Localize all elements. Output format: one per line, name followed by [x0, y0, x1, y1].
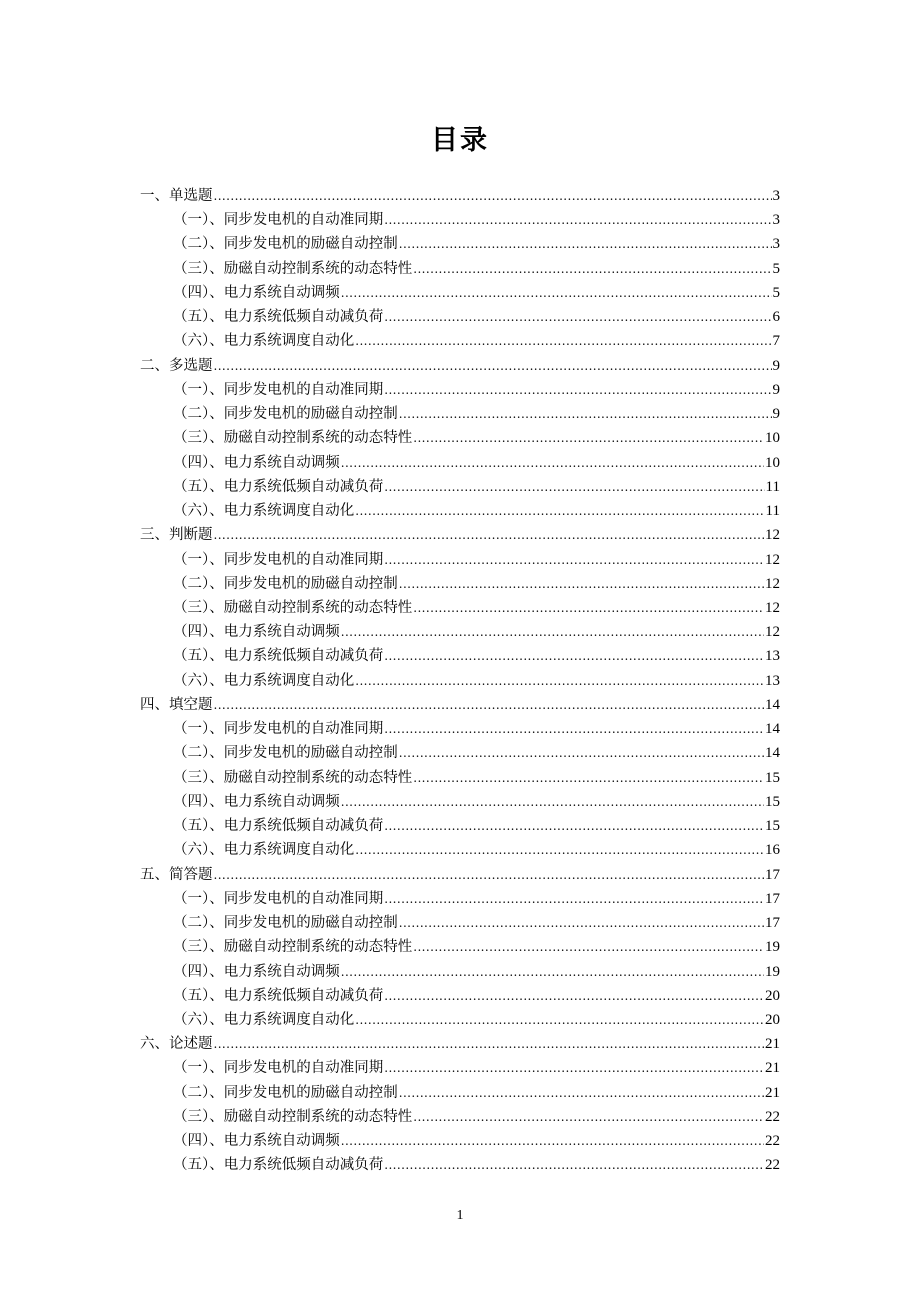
toc-leader-dots	[384, 887, 764, 911]
toc-leader-dots	[384, 1153, 764, 1177]
toc-entry-page: 12	[765, 575, 780, 592]
toc-leader-dots	[355, 499, 764, 523]
toc-leader-dots	[341, 620, 764, 644]
toc-entry-page: 20	[765, 1011, 780, 1028]
toc-entry-page: 15	[765, 818, 780, 835]
toc-entry-page: 14	[765, 696, 780, 713]
toc-leader-dots	[384, 1056, 764, 1080]
toc-entry-label: （四）、电力系统自动调频	[173, 963, 340, 980]
toc-subsection-entry[interactable]	[140, 548, 780, 572]
toc-entry-label: （六）、电力系统调度自动化	[173, 503, 355, 520]
toc-leader-dots	[413, 257, 771, 281]
toc-entry-label: （三）、励磁自动控制系统的动态特性	[173, 769, 413, 786]
toc-leader-dots	[341, 790, 764, 814]
toc-leader-dots	[384, 378, 771, 402]
toc-entry-label: （一）、同步发电机的自动准同期	[173, 1060, 384, 1077]
toc-leader-dots	[413, 426, 764, 450]
toc-leader-dots	[399, 572, 764, 596]
toc-leader-dots	[413, 766, 764, 790]
toc-leader-dots	[355, 669, 764, 693]
toc-entry-label: （四）、电力系统自动调频	[173, 624, 340, 641]
toc-leader-dots	[355, 1008, 764, 1032]
toc-leader-dots	[341, 1129, 764, 1153]
toc-subsection-entry[interactable]	[140, 960, 780, 984]
toc-entry-page: 11	[765, 503, 780, 520]
toc-entry-label: （五）、电力系统低频自动减负荷	[173, 648, 384, 665]
toc-leader-dots	[399, 232, 772, 256]
toc-entry-label: 三、判断题	[140, 527, 213, 544]
toc-entry-label: （一）、同步发电机的自动准同期	[173, 721, 384, 738]
toc-entry-page: 20	[765, 987, 780, 1004]
toc-section-entry[interactable]	[140, 354, 780, 378]
toc-entry-page: 22	[765, 1133, 780, 1150]
toc-entry-label: 四、填空题	[140, 696, 213, 713]
toc-subsection-entry[interactable]	[140, 426, 780, 450]
toc-subsection-entry[interactable]	[140, 402, 780, 426]
toc-entry-label: 一、单选题	[140, 188, 213, 204]
toc-entry-page: 19	[765, 963, 780, 980]
toc-entry-label: （五）、电力系统低频自动减负荷	[173, 478, 384, 495]
toc-leader-dots	[214, 523, 765, 547]
toc-entry-page: 10	[765, 430, 780, 447]
toc-leader-dots	[384, 208, 771, 232]
toc-subsection-entry[interactable]	[140, 741, 780, 765]
toc-subsection-entry[interactable]	[140, 620, 780, 644]
toc-entry-label: （二）、同步发电机的励磁自动控制	[173, 1084, 398, 1101]
toc-entry-page: 22	[765, 1108, 780, 1125]
toc-subsection-entry[interactable]	[140, 984, 780, 1008]
toc-entry-page: 16	[765, 842, 780, 859]
toc-entry-page: 6	[772, 309, 780, 326]
toc-entry-page: 17	[765, 890, 780, 907]
toc-entry-label: （六）、电力系统调度自动化	[173, 672, 355, 689]
toc-entry-label: （五）、电力系统低频自动减负荷	[173, 1157, 384, 1174]
toc-entry-label: 六、论述题	[140, 1036, 213, 1053]
toc-entry-label: 五、简答题	[140, 866, 213, 883]
toc-subsection-entry[interactable]	[140, 790, 780, 814]
toc-entry-label: （三）、励磁自动控制系统的动态特性	[173, 430, 413, 447]
toc-entry-label: （四）、电力系统自动调频	[173, 1133, 340, 1150]
toc-entry-page: 13	[765, 648, 780, 665]
toc-subsection-entry[interactable]	[140, 1056, 780, 1080]
toc-entry-page: 10	[765, 454, 780, 471]
toc-entry-page: 15	[765, 769, 780, 786]
toc-subsection-entry[interactable]	[140, 717, 780, 741]
toc-entry-label: （三）、励磁自动控制系统的动态特性	[173, 260, 413, 277]
toc-leader-dots	[355, 838, 764, 862]
toc-subsection-entry[interactable]	[140, 887, 780, 911]
toc-entry-page: 17	[765, 866, 780, 883]
toc-entry-page: 3	[772, 212, 780, 229]
toc-entry-page: 12	[765, 599, 780, 616]
toc-subsection-entry[interactable]	[140, 475, 780, 499]
toc-subsection-entry[interactable]	[140, 572, 780, 596]
toc-subsection-entry[interactable]	[140, 1153, 780, 1177]
toc-leader-dots	[384, 717, 764, 741]
toc-subsection-entry[interactable]	[140, 1129, 780, 1153]
toc-section-entry[interactable]	[140, 1032, 780, 1056]
toc-entry-page: 15	[765, 793, 780, 810]
toc-subsection-entry[interactable]	[140, 451, 780, 475]
toc-section-entry[interactable]	[140, 693, 780, 717]
toc-section-entry[interactable]	[140, 184, 780, 208]
toc-leader-dots	[413, 596, 764, 620]
toc-leader-dots	[214, 184, 772, 208]
toc-entry-label: （二）、同步发电机的励磁自动控制	[173, 915, 398, 932]
toc-leader-dots	[341, 960, 764, 984]
toc-entry-label: （四）、电力系统自动调频	[173, 284, 340, 301]
toc-leader-dots	[341, 451, 764, 475]
toc-subsection-entry[interactable]	[140, 669, 780, 693]
toc-subsection-entry[interactable]	[140, 257, 780, 281]
toc-entry-page: 3	[772, 236, 780, 253]
toc-leader-dots	[413, 1105, 764, 1129]
toc-entry-label: （二）、同步发电机的励磁自动控制	[173, 745, 398, 762]
toc-subsection-entry[interactable]	[140, 1081, 780, 1105]
toc-leader-dots	[384, 548, 764, 572]
toc-entry-page: 17	[765, 915, 780, 932]
toc-entry-page: 9	[772, 381, 780, 398]
toc-entry-label: （五）、电力系统低频自动减负荷	[173, 818, 384, 835]
toc-entry-label: （一）、同步发电机的自动准同期	[173, 890, 384, 907]
toc-leader-dots	[214, 863, 765, 887]
toc-leader-dots	[384, 984, 764, 1008]
toc-entry-page: 13	[765, 672, 780, 689]
toc-subsection-entry[interactable]	[140, 596, 780, 620]
toc-entry-page: 14	[765, 721, 780, 738]
toc-subsection-entry[interactable]	[140, 378, 780, 402]
toc-subsection-entry[interactable]	[140, 766, 780, 790]
toc-entry-page: 5	[772, 284, 780, 301]
toc-subsection-entry[interactable]	[140, 935, 780, 959]
toc-subsection-entry[interactable]	[140, 208, 780, 232]
toc-entry-label: （一）、同步发电机的自动准同期	[173, 551, 384, 568]
toc-entry-label: （二）、同步发电机的励磁自动控制	[173, 406, 398, 423]
toc-leader-dots	[355, 329, 771, 353]
toc-subsection-entry[interactable]	[140, 305, 780, 329]
toc-entry-page: 14	[765, 745, 780, 762]
toc-entry-label: （四）、电力系统自动调频	[173, 793, 340, 810]
toc-entry-page: 5	[772, 260, 780, 277]
toc-subsection-entry[interactable]	[140, 499, 780, 523]
toc-entry-label: （六）、电力系统调度自动化	[173, 1011, 355, 1028]
toc-entry-page: 12	[765, 551, 780, 568]
page-title: 目录	[431, 125, 489, 156]
toc-subsection-entry[interactable]	[140, 911, 780, 935]
table-of-contents	[140, 184, 780, 1178]
toc-subsection-entry[interactable]	[140, 1105, 780, 1129]
toc-subsection-entry[interactable]	[140, 329, 780, 353]
page-number: 1	[456, 1208, 464, 1223]
toc-subsection-entry[interactable]	[140, 644, 780, 668]
toc-entry-label: （三）、励磁自动控制系统的动态特性	[173, 599, 413, 616]
toc-subsection-entry[interactable]	[140, 232, 780, 256]
toc-leader-dots	[399, 911, 764, 935]
toc-leader-dots	[399, 1081, 764, 1105]
toc-leader-dots	[214, 693, 765, 717]
toc-leader-dots	[399, 741, 764, 765]
toc-leader-dots	[384, 644, 764, 668]
toc-entry-label: （一）、同步发电机的自动准同期	[173, 212, 384, 229]
toc-subsection-entry[interactable]	[140, 838, 780, 862]
toc-entry-label: （五）、电力系统低频自动减负荷	[173, 309, 384, 326]
toc-entry-label: （五）、电力系统低频自动减负荷	[173, 987, 384, 1004]
toc-leader-dots	[399, 402, 772, 426]
toc-entry-label: （二）、同步发电机的励磁自动控制	[173, 575, 398, 592]
toc-leader-dots	[384, 475, 764, 499]
toc-entry-label: 二、多选题	[140, 357, 213, 374]
toc-entry-label: （六）、电力系统调度自动化	[173, 333, 355, 350]
toc-entry-page: 12	[765, 624, 780, 641]
toc-entry-page: 11	[765, 478, 780, 495]
toc-entry-page: 12	[765, 527, 780, 544]
toc-section-entry[interactable]	[140, 863, 780, 887]
toc-entry-page: 19	[765, 939, 780, 956]
toc-entry-page: 9	[772, 357, 780, 374]
toc-leader-dots	[384, 305, 771, 329]
toc-entry-label: （四）、电力系统自动调频	[173, 454, 340, 471]
toc-entry-page: 21	[765, 1084, 780, 1101]
toc-entry-page: 9	[772, 406, 780, 423]
toc-entry-page: 21	[765, 1060, 780, 1077]
toc-entry-page: 22	[765, 1157, 780, 1174]
toc-leader-dots	[214, 354, 772, 378]
toc-entry-page: 3	[772, 188, 780, 204]
toc-entry-label: （三）、励磁自动控制系统的动态特性	[173, 1108, 413, 1125]
toc-subsection-entry[interactable]	[140, 814, 780, 838]
toc-leader-dots	[341, 281, 772, 305]
toc-leader-dots	[214, 1032, 765, 1056]
toc-entry-page: 21	[765, 1036, 780, 1053]
toc-entry-label: （三）、励磁自动控制系统的动态特性	[173, 939, 413, 956]
toc-leader-dots	[384, 814, 764, 838]
toc-entry-label: （一）、同步发电机的自动准同期	[173, 381, 384, 398]
toc-entry-label: （六）、电力系统调度自动化	[173, 842, 355, 859]
toc-entry-page: 7	[772, 333, 780, 350]
toc-section-entry[interactable]	[140, 523, 780, 547]
toc-subsection-entry[interactable]	[140, 281, 780, 305]
toc-subsection-entry[interactable]	[140, 1008, 780, 1032]
toc-leader-dots	[413, 935, 764, 959]
toc-entry-label: （二）、同步发电机的励磁自动控制	[173, 236, 398, 253]
